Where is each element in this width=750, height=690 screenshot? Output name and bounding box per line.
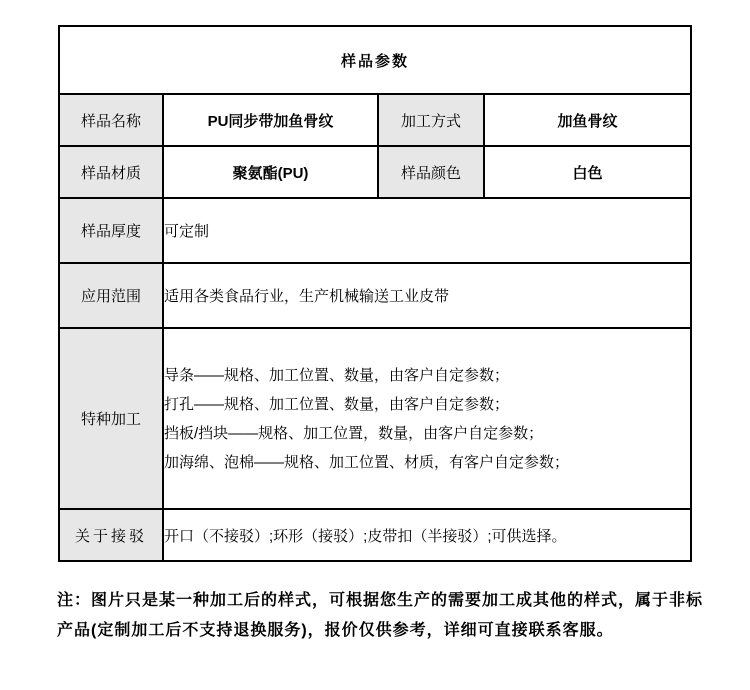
value-sample-color: 白色 (484, 146, 691, 198)
table-row (59, 198, 691, 263)
value-special-processing (163, 328, 691, 509)
label-application-range: 应用范围 (59, 263, 163, 328)
special-processing-line: 打孔——规格、加工位置、数量，由客户自定参数； (164, 395, 510, 413)
label-sample-material: 样品材质 (59, 146, 163, 198)
footer-note-line: 产品(定制加工后不支持退换服务)，报价仅供参考，详细可直接联系客服。 (57, 622, 614, 639)
footer-note-line: 注：图片只是某一种加工后的样式，可根据您生产的需要加工成其他的样式，属于非标 (57, 592, 704, 609)
spec-table (58, 25, 692, 562)
value-process-method: 加鱼骨纹 (484, 94, 691, 146)
label-special-processing: 特种加工 (59, 328, 163, 509)
label-sample-color: 样品颜色 (378, 146, 484, 198)
table-row (59, 328, 691, 509)
special-processing-line: 挡板/挡块——规格、加工位置，数量，由客户自定参数； (164, 424, 544, 442)
table-row (59, 146, 691, 198)
label-process-method: 加工方式 (378, 94, 484, 146)
special-processing-line: 加海绵、泡棉——规格、加工位置、材质，有客户自定参数； (164, 453, 570, 471)
page-title: 样品参数 (59, 26, 691, 94)
label-about-joining: 关于接驳 (59, 509, 163, 561)
label-sample-name: 样品名称 (59, 94, 163, 146)
special-processing-line: 导条——规格、加工位置、数量，由客户自定参数； (164, 366, 510, 384)
label-sample-thickness: 样品厚度 (59, 198, 163, 263)
footer-note (57, 586, 717, 646)
value-sample-thickness: 可定制 (163, 198, 691, 263)
table-row (59, 94, 691, 146)
value-sample-material: 聚氨酯(PU) (163, 146, 378, 198)
table-row (59, 26, 691, 94)
table-row (59, 509, 691, 561)
value-about-joining: 开口（不接驳）;环形（接驳）;皮带扣（半接驳）;可供选择。 (163, 509, 691, 561)
table-row (59, 263, 691, 328)
value-sample-name: PU同步带加鱼骨纹 (163, 94, 378, 146)
value-application-range: 适用各类食品行业，生产机械输送工业皮带 (163, 263, 691, 328)
